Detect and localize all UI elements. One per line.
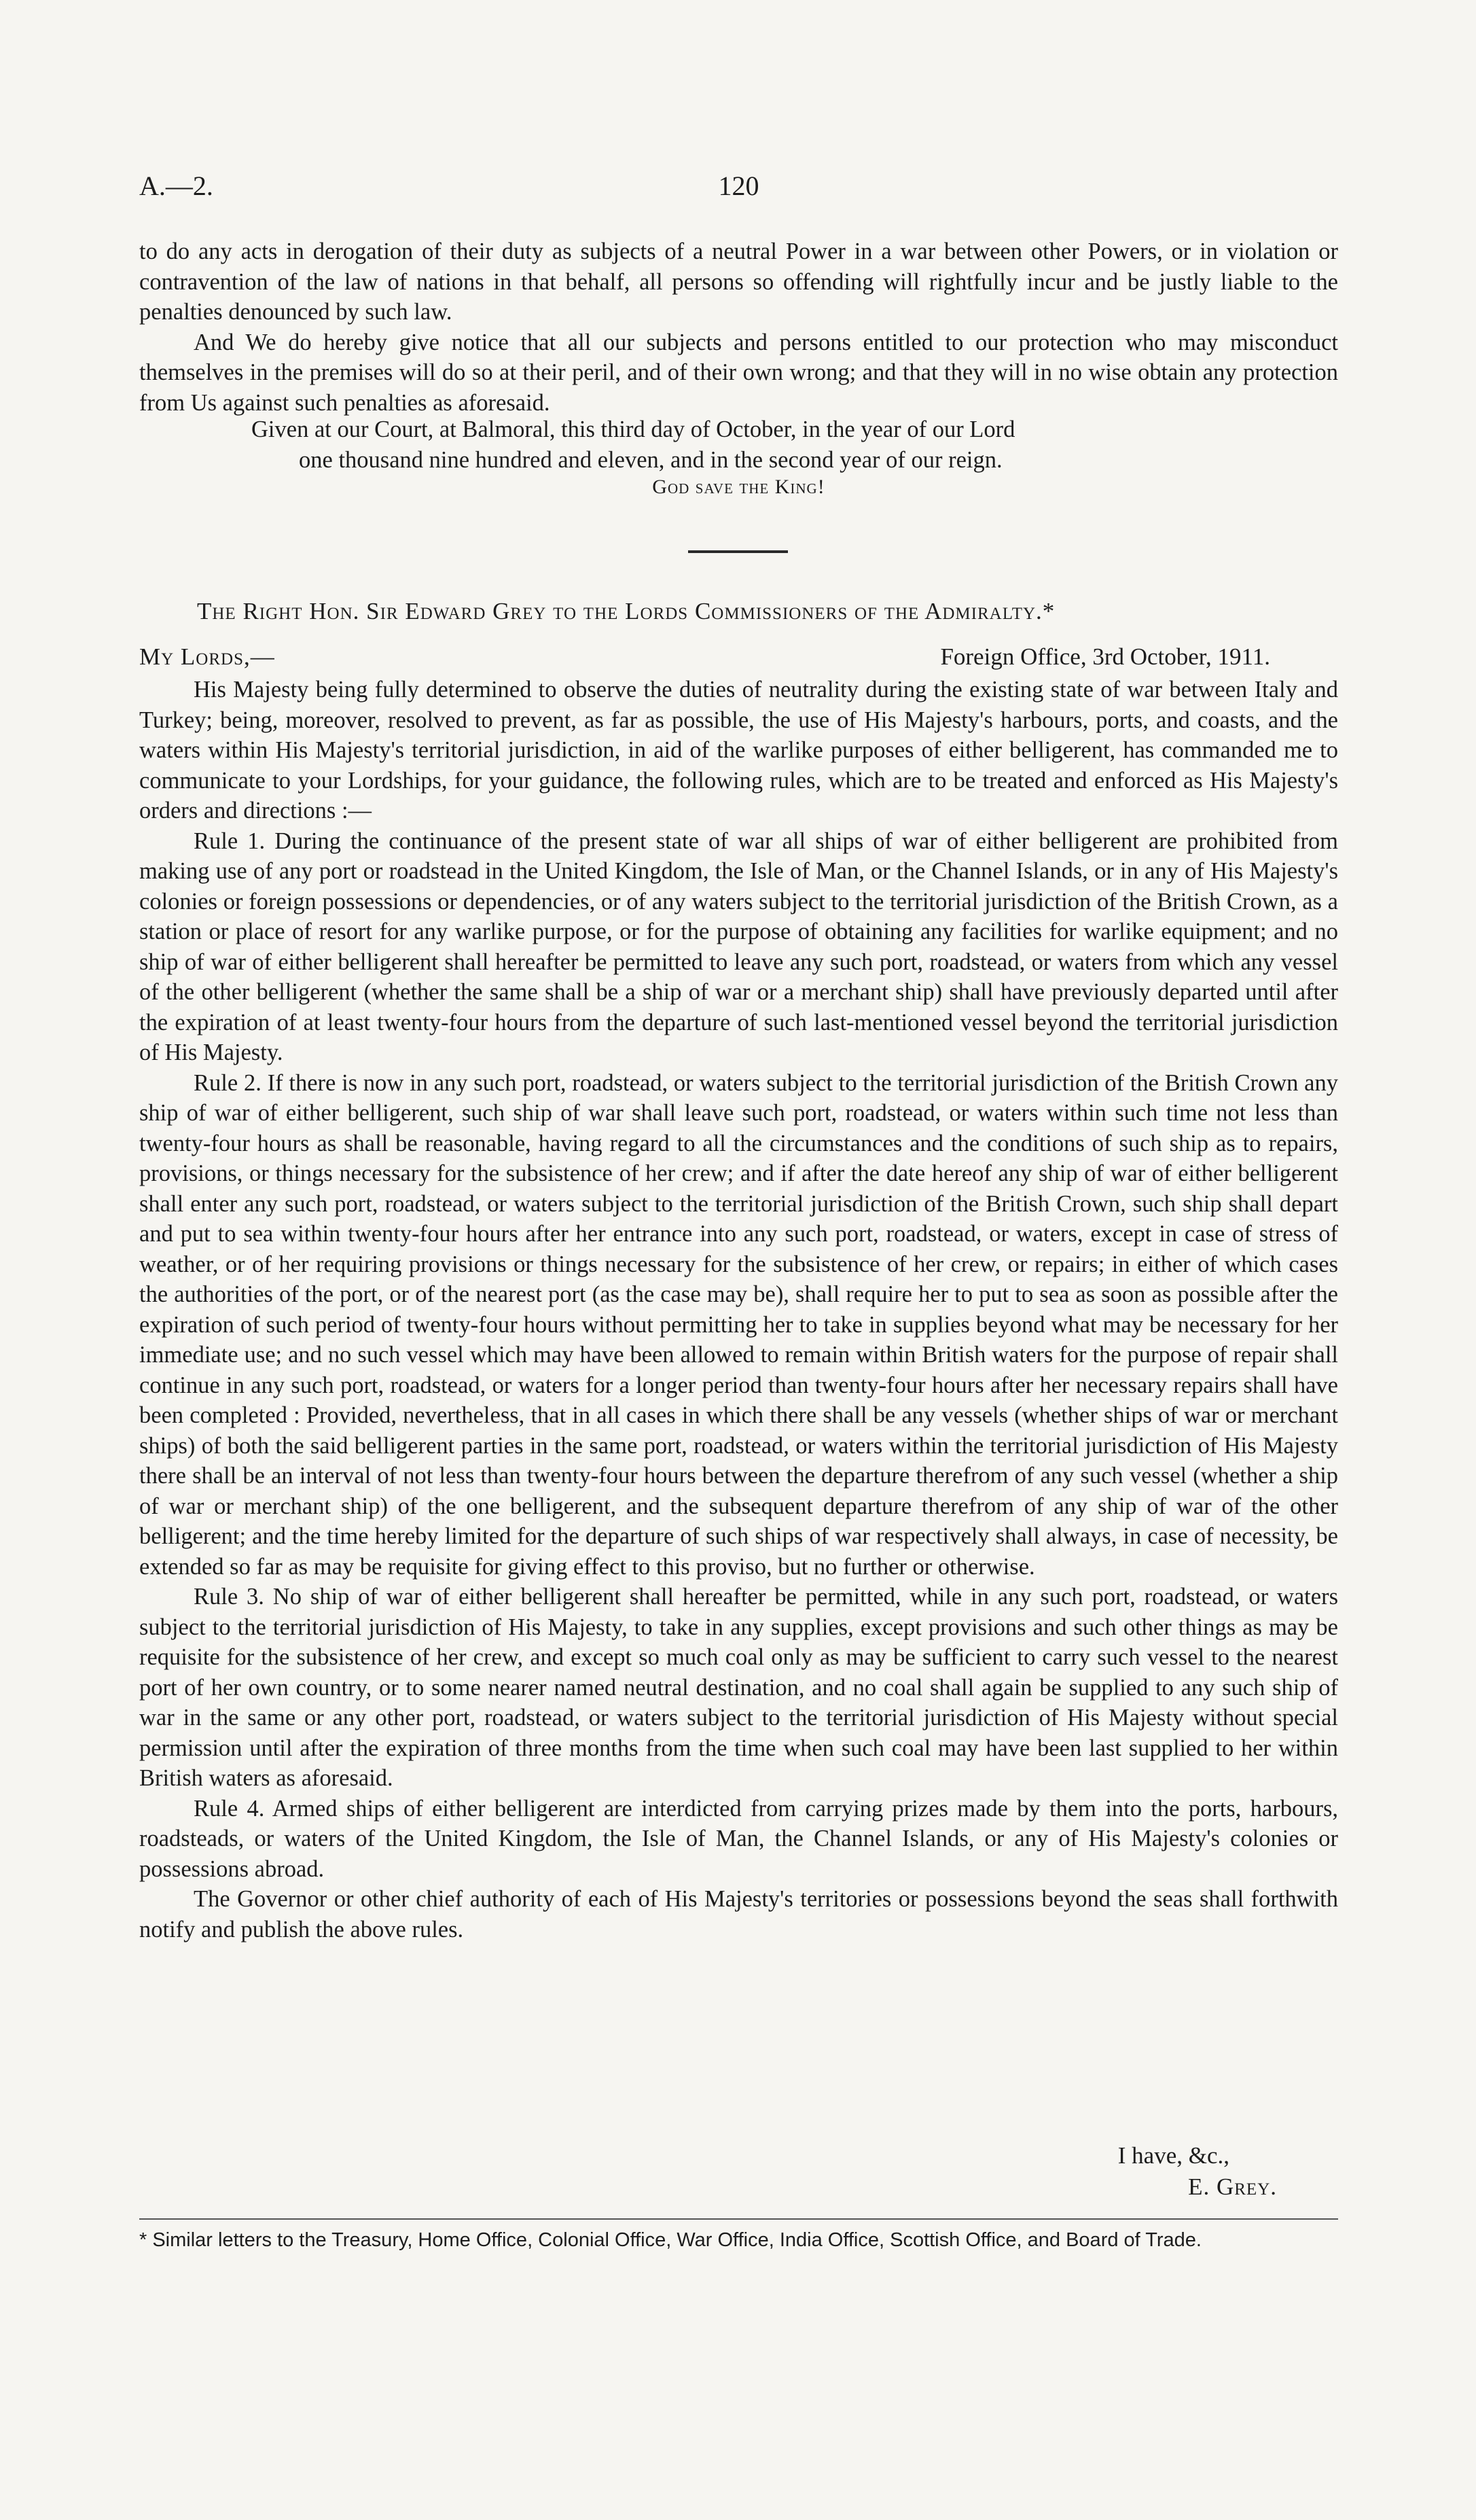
signature: E. Grey.: [1188, 2173, 1277, 2200]
letter-salutation-row: [139, 643, 1338, 675]
place-and-date: Foreign Office, 3rd October, 1911.: [940, 643, 1270, 670]
given-line-2: one thousand nine hundred and eleven, and in the second year of our reign.: [299, 446, 1003, 473]
paper-reference: A.—2.: [139, 171, 213, 201]
letter-intro: His Majesty being fully determined to observe the duties of neutrality during the existing state of war between Italy and Turkey; being, moreover, resolved to prevent, as far as possible, the use of His Majesty's harbours, ports, and coasts, and the waters within His Majesty's territorial jurisdiction, in aid of the warlike purposes of either belligerent, has commanded me to communicate to your Lordships, for your guidance, the following rules, which are to be treated and enforced as His Majesty's orders and directions :—: [139, 677, 1338, 823]
letter-signoff: [139, 2140, 1277, 2203]
rule-1: Rule 1. During the continuance of the present state of war all ships of war of either belligerent are prohibited from making use of any port or roadstead in the United Kingdom, the Isle of Man, or the Channel Islands, or in any of His Majesty's colonies or foreign possessions or dependencies, or of any waters subject to the territorial jurisdiction of the British Crown, as a station or place of resort for any warlike purpose, or for the purpose of obtaining any facilities for warlike equipment; and no ship of war of either belligerent shall hereafter be permitted to leave any such port, roadstead, or waters from which any vessel of the other belligerent (whether the same shall be a ship of war or a merchant ship) shall have previously departed until after the expiration of at least twenty-four hours from the departure of such last-mentioned vessel beyond the territorial jurisdiction of His Majesty.: [139, 828, 1338, 1065]
proclamation-paragraph-1: to do any acts in derogation of their duty as subjects of a neutral Power in a war between other Powers, or in violation or contravention of the law of nations in that behalf, all persons so offending will rightfully incur and be justly liable to the penalties denounced by such law.: [139, 238, 1338, 325]
footnote: * Similar letters to the Treasury, Home Office, Colonial Office, War Office, India Office, Scottish Office, and Board of Trade.: [139, 2229, 1202, 2251]
letter-body: [139, 675, 1338, 1945]
footnote-divider: [139, 2218, 1338, 2220]
god-save-the-king: God save the King!: [652, 476, 825, 498]
closing-formula: I have, &c.,: [1117, 2142, 1229, 2169]
closing-paragraph: The Governor or other chief authority of each of His Majesty's territories or possessions beyond the seas shall forthwith notify and publish the above rules.: [139, 1886, 1338, 1942]
proclamation-paragraph-2: And We do hereby give notice that all our subjects and persons entitled to our protection who may misconduct themselves in the premises will do so at their peril, and of their own wrong; and that they will in no wise obtain any protection from Us against such penalties as aforesaid.: [139, 329, 1338, 416]
rule-2: Rule 2. If there is now in any such port, roadstead, or waters subject to the territorial jurisdiction of the British Crown any ship of war of either belligerent, such ship of war shall leave such port, roadstead, or waters within such time not less than twenty-four hours as shall be reasonable, having regard to all the circumstances and the conditions of such ship as to repairs, provisions, or things necessary for the subsistence of her crew; and if after the date hereof any ship of war of either belligerent shall enter any such port, roadstead, or waters subject to the territorial jurisdiction of the British Crown, such ship shall depart and put to sea within twenty-four hours after her entrance into any such port, roadstead, or waters, except in case of stress of weather, or of her requiring provisions or things necessary for the subsistence of her crew, or repairs; in either of which cases the authorities of the port, or of the nearest port (as the case may be), shall require her to put to sea as soon as possible after the expiration of such period of twenty-four hours without permitting her to take in supplies beyond what may be necessary for her immediate use; and no such vessel which may have been allowed to remain within British waters for the purpose of repair shall continue in any such port, roadstead, or waters for a longer period than twenty-four hours after her necessary repairs shall have been completed : Provided, nevertheless, that in all cases in which there shall be any vessels (whether ships of war or merchant ships) of both the said belligerent parties in the same port, roadstead, or waters within the territorial jurisdiction of His Majesty there shall be an interval of not less than twenty-four hours between the departure therefrom of any such vessel (whether a ship of war or merchant ship) of the one belligerent, and the subsequent departure therefrom of any ship of war of the other belligerent; and the time hereby limited for the departure of such ships of war respectively shall always, in case of necessity, be extended so far as may be requisite for giving effect to this proviso, but no further or otherwise.: [139, 1069, 1338, 1580]
rule-3: Rule 3. No ship of war of either belligerent shall hereafter be permitted, while in any such port, roadstead, or waters subject to the territorial jurisdiction of His Majesty, to take in any supplies, except provisions and such other things as may be requisite for the subsistence of her crew, and except so much coal only as may be sufficient to carry such vessel to the nearest port of her own country, or to some nearer named neutral destination, and no coal shall again be supplied to any such ship of war in the same or any other port, roadstead, or waters subject to the territorial jurisdiction of His Majesty without special permission until after the expiration of three months from the time when such coal may have been last supplied to her within British waters as aforesaid.: [139, 1584, 1338, 1791]
salutation: My Lords,—: [139, 643, 275, 670]
given-line-1: Given at our Court, at Balmoral, this third day of October, in the year of our Lord: [251, 416, 1015, 442]
page-number: 120: [718, 171, 759, 201]
proclamation-text: [139, 236, 1338, 418]
given-at-court: [251, 414, 1338, 475]
page-header: [139, 170, 1338, 211]
letter-heading: The Right Hon. Sir Edward Grey to the Lords Commissioners of the Admiralty.*: [197, 598, 1056, 624]
section-divider: [688, 550, 788, 553]
rule-4: Rule 4. Armed ships of either belligerent are interdicted from carrying prizes made by them into the ports, harbours, roadsteads, or waters of the United Kingdom, the Isle of Man, the Channel Islands, or any of His Majesty's colonies or possessions abroad.: [139, 1795, 1338, 1882]
